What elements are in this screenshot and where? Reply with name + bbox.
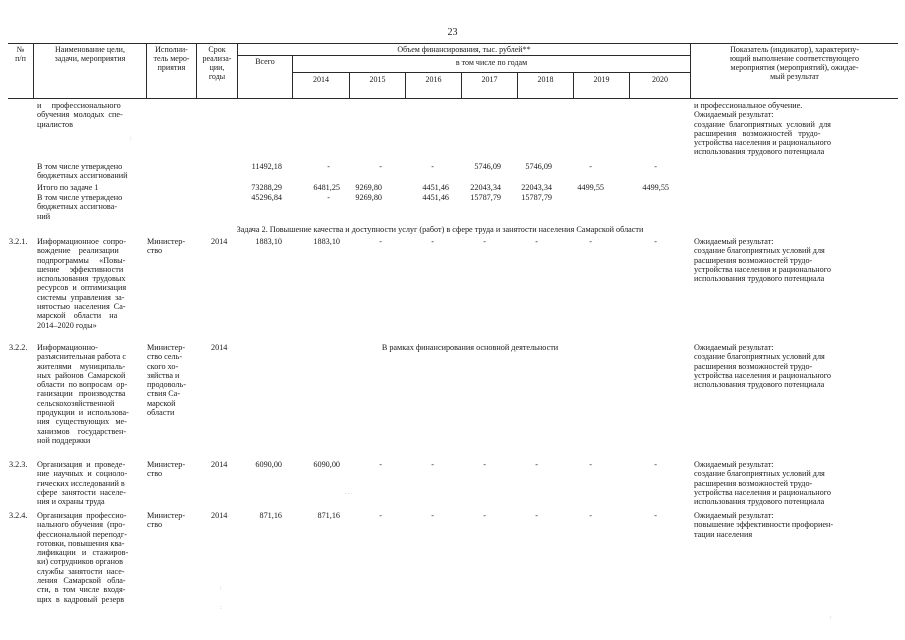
summary-2015: 9269,80	[355, 183, 382, 192]
summary-2015: -	[379, 162, 382, 171]
row-2015: -	[379, 511, 382, 520]
summary-2017: 15787,79	[470, 193, 501, 202]
header-bottom-border	[8, 98, 898, 99]
header-total: Всего	[255, 57, 275, 66]
summary-2015: 9269,80	[355, 193, 382, 202]
header-period: Срок реализа- ции, годы	[202, 45, 232, 81]
row-2019: -	[589, 237, 592, 246]
row-indicator: Ожидаемый результат: создание благоприятных условий для расширения возможностей трудо- устройства населения и рационального использования трудового потенциала	[694, 237, 831, 284]
summary-total: 45296,84	[251, 193, 282, 202]
row-num: 3.2.4.	[9, 511, 28, 520]
row-executor: Министер- ство сель- ского хо- зяйства и продоволь- ствия Са- марской области	[147, 343, 186, 418]
summary-2018: 5746,09	[525, 162, 552, 171]
row-2019: -	[589, 511, 592, 520]
page-number: 23	[447, 27, 458, 38]
row-2016: -	[431, 511, 434, 520]
row-2020: -	[654, 460, 657, 469]
summary-2019: -	[589, 162, 592, 171]
header-year-2017: 2017	[481, 75, 498, 84]
row-name: Информационно- разъяснительная работа с жителями муниципаль- ных районов Самарской области по вопросам ор- ганизации производства сельскохозяйственной продукции и использова- ния существующих ме- ханизмов государствен- ной поддержки	[37, 343, 129, 445]
summary-2017: 5746,09	[474, 162, 501, 171]
byyear-header-divider	[292, 72, 690, 73]
header-num: № п/п	[15, 45, 26, 63]
header-year-2015: 2015	[369, 75, 386, 84]
row-funding-note: В рамках финансирования основной деятельности	[381, 343, 559, 352]
cont-indicator: и профессиональное обучение. Ожидаемый результат: создание благоприятных условий для расширения возможностей трудо- устройства населения и рационального использования трудового потенциала	[694, 101, 831, 157]
summary-total: 11492,18	[251, 162, 282, 171]
row-executor: Министер- ство	[147, 460, 186, 479]
row-2017: -	[483, 237, 486, 246]
header-year-2020: 2020	[652, 75, 668, 84]
summary-label: В том числе утверждено бюджетных ассигнова- ний	[37, 193, 123, 221]
row-total: 1883,10	[255, 237, 282, 246]
header-year-2018: 2018	[537, 75, 554, 84]
row-num: 3.2.3.	[9, 460, 28, 469]
row-name: Информационное сопро- вождение реализации подпрограммы «Повы- шение эффективности использования трудовых ресурсов и оптимизация системы управления за- нятостью населения Са- марской области на 2014–2020 годы»	[37, 237, 127, 330]
table-top-border	[8, 43, 898, 44]
row-total: 871,16	[259, 511, 282, 520]
summary-2019: 4499,55	[577, 183, 604, 192]
row-2016: -	[431, 460, 434, 469]
row-2017: -	[483, 460, 486, 469]
summary-total: 73288,29	[251, 183, 282, 192]
row-num: 3.2.1.	[9, 237, 28, 246]
header-name: Наименование цели, задачи, мероприятия	[54, 45, 126, 63]
summary-2020: -	[654, 162, 657, 171]
row-executor: Министер- ство	[147, 237, 186, 256]
header-indicator: Показатель (индикатор), характеризу- ющий выполнение соответствующего мероприятия (мероприятий), ожидае- мый результат	[729, 45, 860, 81]
row-period: 2014	[211, 460, 228, 469]
summary-2016: 4451,46	[422, 183, 449, 192]
row-2018: -	[535, 460, 538, 469]
scan-speck: :	[130, 136, 132, 142]
row-2018: -	[535, 237, 538, 246]
header-by-year: в том числе по годам	[455, 58, 528, 67]
header-executor: Исполни- тель меро- приятия	[153, 45, 190, 72]
row-2019: -	[589, 460, 592, 469]
row-2017: -	[483, 511, 486, 520]
row-2015: -	[379, 460, 382, 469]
row-name: Организация профессио- нального обучения (про- фессиональной переподг- готовки, повышения ква- лификации и стажиров- ки) сотрудников органов службы занятости насе- ления Самарской обла- сти, в том числе входя- щих в кадровый резерв	[37, 511, 129, 604]
row-period: 2014	[211, 511, 228, 520]
row-2018: -	[535, 511, 538, 520]
header-year-2019: 2019	[593, 75, 610, 84]
summary-2020: 4499,55	[642, 183, 669, 192]
summary-label: Итого по задаче 1	[37, 183, 99, 192]
row-period: 2014	[211, 343, 228, 352]
summary-label: В том числе утверждено бюджетных ассигнований	[37, 162, 128, 181]
summary-2014: -	[327, 193, 330, 202]
cont-name: и профессионального обучения молодых спе- циалистов	[37, 101, 123, 129]
row-name: Организация и проведе- ние научных и социоло- гических исследований в сфере занятости населе- ния и охраны труда	[37, 460, 128, 507]
summary-2018: 15787,79	[521, 193, 552, 202]
row-2014: 6090,00	[313, 460, 340, 469]
row-indicator: Ожидаемый результат: создание благоприятных условий для расширения возможностей трудо- устройства населения и рационального использования трудового потенциала	[694, 343, 831, 390]
row-2016: -	[431, 237, 434, 246]
header-year-2016: 2016	[425, 75, 442, 84]
summary-2014: -	[327, 162, 330, 171]
row-period: 2014	[211, 237, 228, 246]
row-num: 3.2.2.	[9, 343, 28, 352]
funding-header-divider	[237, 55, 690, 56]
task2-heading: Задача 2. Повышение качества и доступности услуг (работ) в сфере труда и занятости населения Самарской области	[236, 225, 644, 234]
row-2015: -	[379, 237, 382, 246]
summary-2014: 6481,25	[313, 183, 340, 192]
row-indicator: Ожидаемый результат: создание благоприятных условий для расширения возможностей трудо- устройства населения и рационального использования трудового потенциала	[694, 460, 831, 507]
summary-2016: -	[431, 162, 434, 171]
row-2014: 871,16	[317, 511, 340, 520]
row-2020: -	[654, 237, 657, 246]
row-2014: 1883,10	[313, 237, 340, 246]
summary-2017: 22043,34	[470, 183, 501, 192]
scan-speck: :	[220, 585, 222, 591]
scan-speck: :	[830, 615, 832, 621]
summary-2018: 22043,34	[521, 183, 552, 192]
row-indicator: Ожидаемый результат: повышение эффективности профориен- тации населения	[694, 511, 834, 539]
header-year-2014: 2014	[313, 75, 329, 84]
header-funding: Объем финансирования, тыс. рублей**	[397, 45, 531, 54]
row-total: 6090,00	[255, 460, 282, 469]
row-2020: -	[654, 511, 657, 520]
summary-2016: 4451,46	[422, 193, 449, 202]
scan-speck: . . .	[345, 490, 353, 496]
row-executor: Министер- ство	[147, 511, 186, 530]
scan-speck: :	[220, 605, 222, 611]
